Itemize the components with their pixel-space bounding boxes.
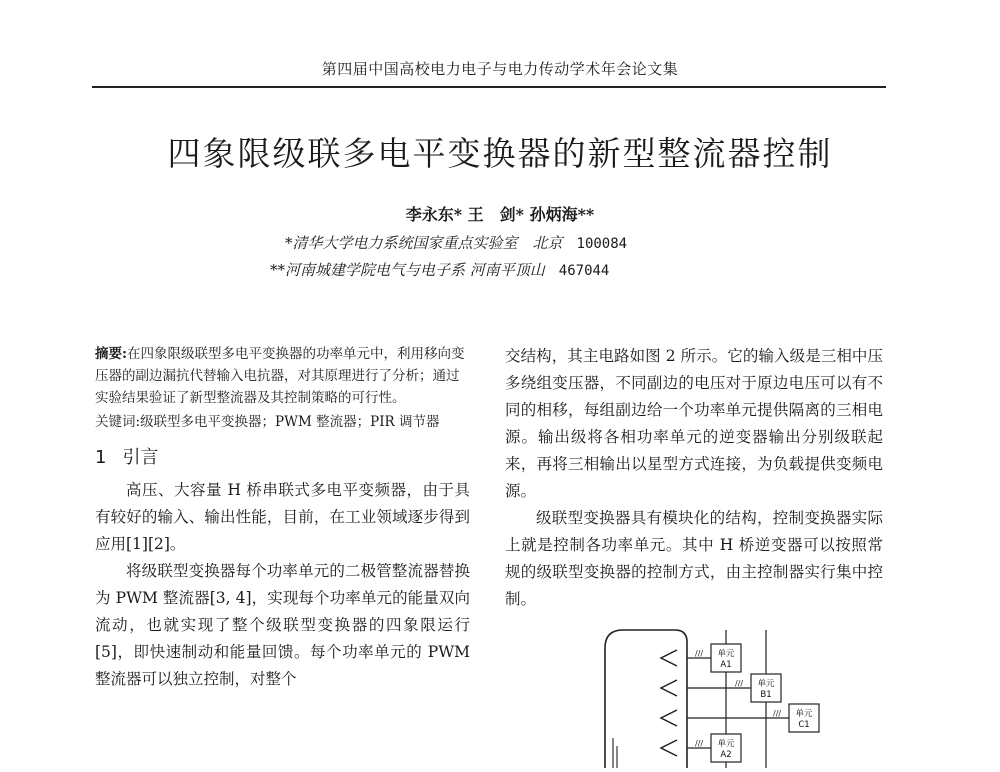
circuit-figure [575, 628, 875, 768]
left-column [95, 343, 470, 693]
unit-a2-label: 单元 [717, 739, 735, 749]
body-paragraph: 交结构，其主电路如图 2 所示。它的输入级是三相中压多绕组变压器，不同副边的电压对于原边电压可以有不同的相移，每组副边给一个功率单元提供隔离的三相电源。输出级将各相功率单元的逆变器输出分别级联起来，再将三相输出以星型方式连接，为负载提供变频电源。 [505, 347, 883, 500]
authors: 李永东* 王 剑* 孙炳海** [405, 205, 595, 224]
right-column [505, 343, 883, 613]
affiliation-2-org: **河南城建学院电气与电子系 河南平顶山 [270, 261, 545, 279]
section-title: 引言 [122, 447, 159, 468]
wire-mark: /// [695, 649, 704, 658]
body-paragraph: 将级联型变换器每个功率单元的二极管整流器替换为 PWM 整流器[3, 4]，实现每个功率单元的能量双向流动，也就实现了整个级联型变换器的四象限运行[5]，即快速制动和能量回馈。每个功率单元的 PWM 整流器可以独立控制，对整个 [95, 562, 470, 688]
wire-mark: /// [695, 739, 704, 748]
abstract-text: 在四象限级联型多电平变换器的功率单元中，利用移向变压器的副边漏抗代替输入电抗器，对其原理进行了分析；通过实验结果验证了新型整流器及其控制策略的可行性。 [95, 346, 465, 406]
affiliation-2 [270, 259, 609, 280]
unit-a1-label: 单元 [717, 649, 735, 659]
running-header: 第四届中国高校电力电子与电力传动学术年会论文集 [321, 60, 679, 78]
unit-c1-id: C1 [798, 720, 810, 730]
secondary-winding [661, 740, 677, 756]
abstract [95, 343, 470, 409]
unit-b1-id: B1 [760, 690, 772, 700]
affiliation-1-org: *清华大学电力系统国家重点实验室 北京 [285, 234, 563, 252]
body-paragraph: 级联型变换器具有模块化的结构，控制变换器实际上就是控制各功率单元。其中 H 桥逆变器可以按照常规的级联型变换器的控制方式，由主控制器实行集中控制。 [505, 509, 883, 608]
wire-mark: /// [735, 679, 744, 688]
keywords-label: 关键词: [95, 414, 141, 430]
unit-b1-label: 单元 [757, 679, 775, 689]
unit-a2-id: A2 [720, 750, 732, 760]
section-heading [95, 443, 470, 469]
keywords [95, 411, 470, 433]
circuit-diagram [575, 628, 875, 768]
unit-c1-label: 单元 [795, 709, 813, 719]
paper-title: 四象限级联多电平变换器的新型整流器控制 [167, 134, 833, 173]
secondary-winding [661, 710, 677, 726]
header-rule [92, 86, 886, 88]
affiliation-1 [285, 232, 627, 253]
section-number: 1 [95, 447, 107, 468]
abstract-label: 摘要: [95, 346, 127, 362]
wire-mark: /// [773, 709, 782, 718]
secondary-winding [661, 680, 677, 696]
unit-a1-id: A1 [720, 660, 732, 670]
affiliation-1-postcode: 100084 [576, 236, 628, 252]
affiliation-2-postcode: 467044 [558, 263, 610, 279]
body-paragraph: 高压、大容量 H 桥串联式多电平变频器，由于具有较好的输入、输出性能，目前，在工业领域逐步得到应用[1][2]。 [95, 481, 470, 553]
secondary-winding [661, 650, 677, 666]
keywords-text: 级联型多电平变换器；PWM 整流器；PIR 调节器 [140, 414, 440, 430]
